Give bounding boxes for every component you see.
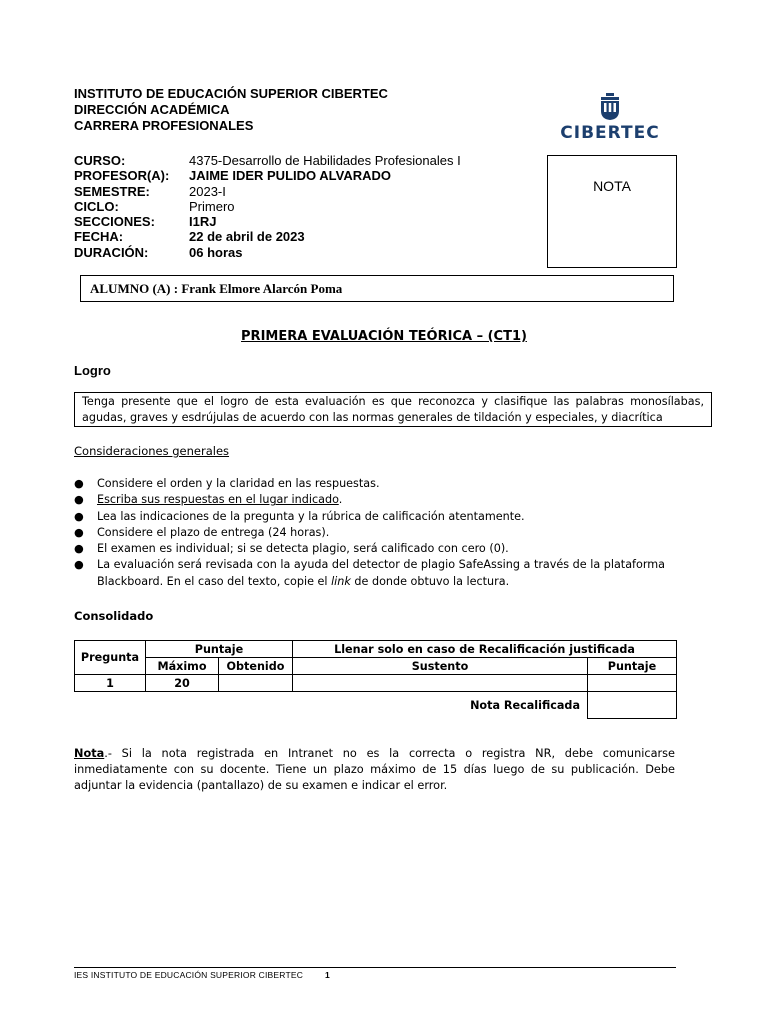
info-label: DURACIÓN: (74, 244, 149, 260)
list-item-text: Escriba sus respuestas en el lugar indicado. (97, 493, 343, 507)
footer (74, 970, 330, 980)
evaluation-title-text: PRIMERA EVALUACIÓN TEÓRICA – (CT1) (241, 329, 527, 344)
header-puntaje: Puntaje (146, 641, 293, 658)
info-label: PROFESOR(A): (74, 168, 170, 184)
list-item-text: Considere el orden y la claridad en las respuestas. (97, 477, 380, 490)
grade-box[interactable] (547, 155, 677, 268)
considerations-heading: Consideraciones generales (74, 444, 230, 458)
bullet-icon: ● (74, 558, 84, 572)
info-row (74, 153, 524, 168)
consolidado-heading: Consolidado (74, 609, 154, 623)
logo-text: CIBERTEC (560, 123, 660, 143)
evaluation-title (0, 329, 768, 344)
list-item (74, 541, 714, 557)
list-item-text: La evaluación será revisada con la ayuda del detector de plagio SafeAssing a través de la plataforma Blackboard. En el caso del texto, copie el link de donde obtuvo la lectura. (97, 558, 665, 588)
table-row (75, 675, 677, 692)
header-obtenido: Obtenido (219, 658, 293, 675)
bullet-icon: ● (74, 477, 84, 490)
considerations-list (74, 476, 714, 590)
header-recalificacion: Llenar solo en caso de Recalificación justificada (293, 641, 677, 658)
nota-lead: Nota (74, 747, 105, 760)
info-value: I1RJ (189, 214, 217, 230)
consolidado-table (74, 640, 677, 719)
info-value: 4375-Desarrollo de Habilidades Profesionales I (189, 153, 461, 168)
cibertec-logo (560, 93, 660, 143)
student-name-box: ALUMNO (A) : Frank Elmore Alarcón Poma (80, 275, 674, 302)
institution-name: INSTITUTO DE EDUCACIÓN SUPERIOR CIBERTEC (74, 86, 388, 101)
info-row (74, 199, 524, 214)
career-name: CARRERA PROFESIONALES (74, 118, 254, 133)
header-maximo: Máximo (146, 658, 219, 675)
nota-recalificada-label: Nota Recalificada (470, 698, 580, 712)
info-value: 06 horas (189, 244, 243, 260)
logro-box: Tenga presente que el logro de esta evaluación es que reconozca y clasifique las palabras monosílabas, agudas, graves y esdrújulas de acuerdo con las normas generales de tildación y especiales, y diacrítica (74, 392, 712, 427)
list-item (74, 525, 714, 541)
cell-pregunta: 1 (75, 675, 146, 692)
bullet-icon: ● (74, 509, 84, 523)
nota-paragraph (74, 746, 675, 794)
footer-divider (74, 967, 676, 968)
info-label: CURSO: (74, 153, 126, 168)
list-item (74, 476, 714, 492)
list-item (74, 509, 714, 525)
grade-label: NOTA (593, 178, 631, 194)
cell-obtenido[interactable] (219, 675, 293, 692)
cell-maximo: 20 (146, 675, 219, 692)
cell-puntaje-recal[interactable] (588, 675, 677, 692)
nota-text: .- Si la nota registrada en Intranet no es la correcta o registra NR, debe comunicarse inmediatamente con su docente. Tiene un plazo máximo de 15 días luego de su publicación. Debe adjuntar la evidencia (pantallazo) de su examen e indicar el error. (74, 747, 675, 792)
info-label: CICLO: (74, 198, 119, 214)
bullet-icon: ● (74, 525, 84, 539)
list-item-text: Considere el plazo de entrega (24 horas). (97, 525, 330, 539)
info-value: 22 de abril de 2023 (189, 229, 305, 245)
info-label: SECCIONES: (74, 214, 155, 230)
info-row (74, 168, 524, 183)
info-value: JAIME IDER PULIDO ALVARADO (189, 168, 391, 184)
direction-name: DIRECCIÓN ACADÉMICA (74, 102, 230, 117)
course-info (74, 153, 524, 260)
bullet-icon: ● (74, 493, 84, 507)
info-row (74, 184, 524, 199)
page-number: 1 (325, 970, 330, 980)
nota-recalificada-cell[interactable] (588, 692, 677, 719)
info-label: SEMESTRE: (74, 183, 150, 199)
info-row (74, 245, 524, 260)
footer-text: IES INSTITUTO DE EDUCACIÓN SUPERIOR CIBERTEC (74, 970, 304, 980)
bullet-icon: ● (74, 542, 84, 556)
info-value: Primero (189, 198, 235, 214)
info-value: 2023-I (189, 183, 226, 199)
link-word: link (331, 574, 351, 588)
list-item-text: El examen es individual; si se detecta plagio, será calificado con cero (0). (97, 542, 509, 556)
header-pregunta: Pregunta (75, 641, 146, 675)
logro-heading: Logro (74, 363, 111, 378)
header-sustento: Sustento (293, 658, 588, 675)
list-item (74, 557, 714, 590)
cell-sustento[interactable] (293, 675, 588, 692)
header-puntaje-recal: Puntaje (588, 658, 677, 675)
crest-icon (599, 93, 621, 121)
list-item-text: Lea las indicaciones de la pregunta y la rúbrica de calificación atentamente. (97, 509, 525, 523)
info-row (74, 229, 524, 244)
list-item (74, 492, 714, 508)
info-row (74, 214, 524, 229)
info-label: FECHA: (74, 229, 124, 245)
